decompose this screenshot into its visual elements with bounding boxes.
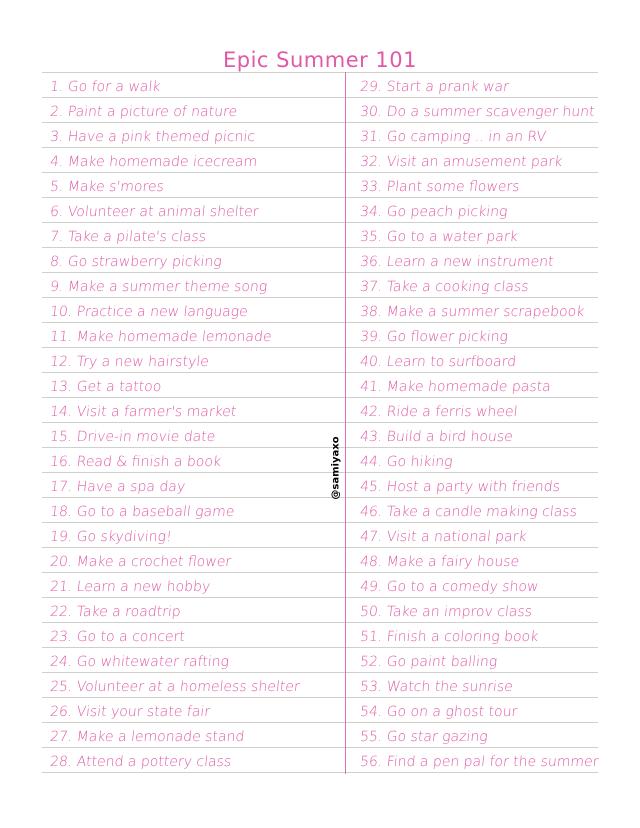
watermark-text: @samiyaxo — [330, 436, 342, 500]
list-item: 4. Make homemade icecream — [49, 154, 259, 170]
list-item: 20. Make a crochet flower — [49, 554, 232, 570]
ruled-line — [42, 697, 598, 698]
list-item: 33. Plant some flowers — [359, 179, 521, 195]
list-item: 43. Build a bird house — [359, 429, 514, 445]
list-item: 9. Make a summer theme song — [49, 279, 269, 295]
ruled-line — [42, 422, 598, 423]
ruled-line — [42, 597, 598, 598]
list-item: 45. Host a party with friends — [359, 479, 561, 495]
ruled-line — [42, 522, 598, 523]
list-item: 46. Take a candle making class — [359, 504, 578, 520]
list-item: 25. Volunteer at a homeless shelter — [49, 679, 301, 695]
list-item: 38. Make a summer scrapebook — [359, 304, 586, 320]
ruled-line — [42, 222, 598, 223]
ruled-line — [42, 397, 598, 398]
list-item: 29. Start a prank war — [359, 79, 510, 95]
list-item: 40. Learn to surfboard — [359, 354, 517, 370]
list-item: 42. Ride a ferris wheel — [359, 404, 519, 420]
list-item: 22. Take a roadtrip — [49, 604, 182, 620]
list-item: 12. Try a new hairstyle — [49, 354, 210, 370]
list-item: 13. Get a tattoo — [49, 379, 163, 395]
list-item: 11. Make homemade lemonade — [49, 329, 273, 345]
ruled-line — [42, 647, 598, 648]
list-item: 19. Go skydiving! — [49, 529, 173, 545]
ruled-line — [42, 247, 598, 248]
ruled-line — [42, 572, 598, 573]
list-item: 32. Visit an amusement park — [359, 154, 564, 170]
ruled-line — [42, 297, 598, 298]
ruled-line — [42, 122, 598, 123]
ruled-line — [42, 72, 598, 73]
ruled-line — [42, 447, 598, 448]
list-item: 28. Attend a pottery class — [49, 754, 233, 770]
list-item: 34. Go peach picking — [359, 204, 509, 220]
list-item: 36. Learn a new instrument — [359, 254, 555, 270]
list-item: 26. Visit your state fair — [49, 704, 211, 720]
list-item: 31. Go camping .. in an RV — [359, 129, 547, 145]
ruled-line — [42, 97, 598, 98]
list-item: 14. Visit a farmer's market — [49, 404, 238, 420]
list-item: 15. Drive-in movie date — [49, 429, 217, 445]
page-title: Epic Summer 101 — [222, 48, 418, 72]
list-item: 16. Read & finish a book — [49, 454, 222, 470]
list-item: 8. Go strawberry picking — [49, 254, 223, 270]
list-item: 7. Take a pilate's class — [49, 229, 207, 245]
list-item: 39. Go flower picking — [359, 329, 509, 345]
list-item: 55. Go star gazing — [359, 729, 489, 745]
list-item: 21. Learn a new hobby — [49, 579, 212, 595]
list-item: 53. Watch the sunrise — [359, 679, 514, 695]
ruled-line — [42, 272, 598, 273]
list-item: 48. Make a fairy house — [359, 554, 521, 570]
ruled-line — [42, 747, 598, 748]
ruled-line — [42, 372, 598, 373]
list-item: 44. Go hiking — [359, 454, 454, 470]
list-item: 50. Take an improv class — [359, 604, 533, 620]
list-item: 35. Go to a water park — [359, 229, 519, 245]
ruled-line — [42, 622, 598, 623]
list-item: 47. Visit a national park — [359, 529, 528, 545]
ruled-line — [42, 147, 598, 148]
list-item: 23. Go to a concert — [49, 629, 186, 645]
list-item: 27. Make a lemonade stand — [49, 729, 246, 745]
list-item: 30. Do a summer scavenger hunt — [359, 104, 596, 120]
list-item: 49. Go to a comedy show — [359, 579, 540, 595]
list-item: 37. Take a cooking class — [359, 279, 530, 295]
ruled-line — [42, 197, 598, 198]
center-margin-line — [345, 72, 346, 774]
list-item: 24. Go whitewater rafting — [49, 654, 230, 670]
ruled-line — [42, 672, 598, 673]
list-item: 5. Make s'mores — [49, 179, 165, 195]
ruled-line — [42, 172, 598, 173]
list-item: 1. Go for a walk — [49, 79, 162, 95]
list-item: 54. Go on a ghost tour — [359, 704, 519, 720]
list-item: 52. Go paint balling — [359, 654, 498, 670]
ruled-line — [42, 347, 598, 348]
list-item: 10. Practice a new language — [49, 304, 249, 320]
list-item: 3. Have a pink themed picnic — [49, 129, 256, 145]
ruled-line — [42, 722, 598, 723]
list-item: 41. Make homemade pasta — [359, 379, 552, 395]
list-item: 18. Go to a baseball game — [49, 504, 236, 520]
list-item: 56. Find a pen pal for the summer — [359, 754, 600, 770]
list-item: 51. Finish a coloring book — [359, 629, 540, 645]
ruled-line — [42, 772, 598, 773]
list-item: 17. Have a spa day — [49, 479, 187, 495]
list-item: 6. Volunteer at animal shelter — [49, 204, 260, 220]
ruled-line — [42, 472, 598, 473]
ruled-line — [42, 322, 598, 323]
ruled-line — [42, 547, 598, 548]
ruled-line — [42, 497, 598, 498]
list-item: 2. Paint a picture of nature — [49, 104, 238, 120]
